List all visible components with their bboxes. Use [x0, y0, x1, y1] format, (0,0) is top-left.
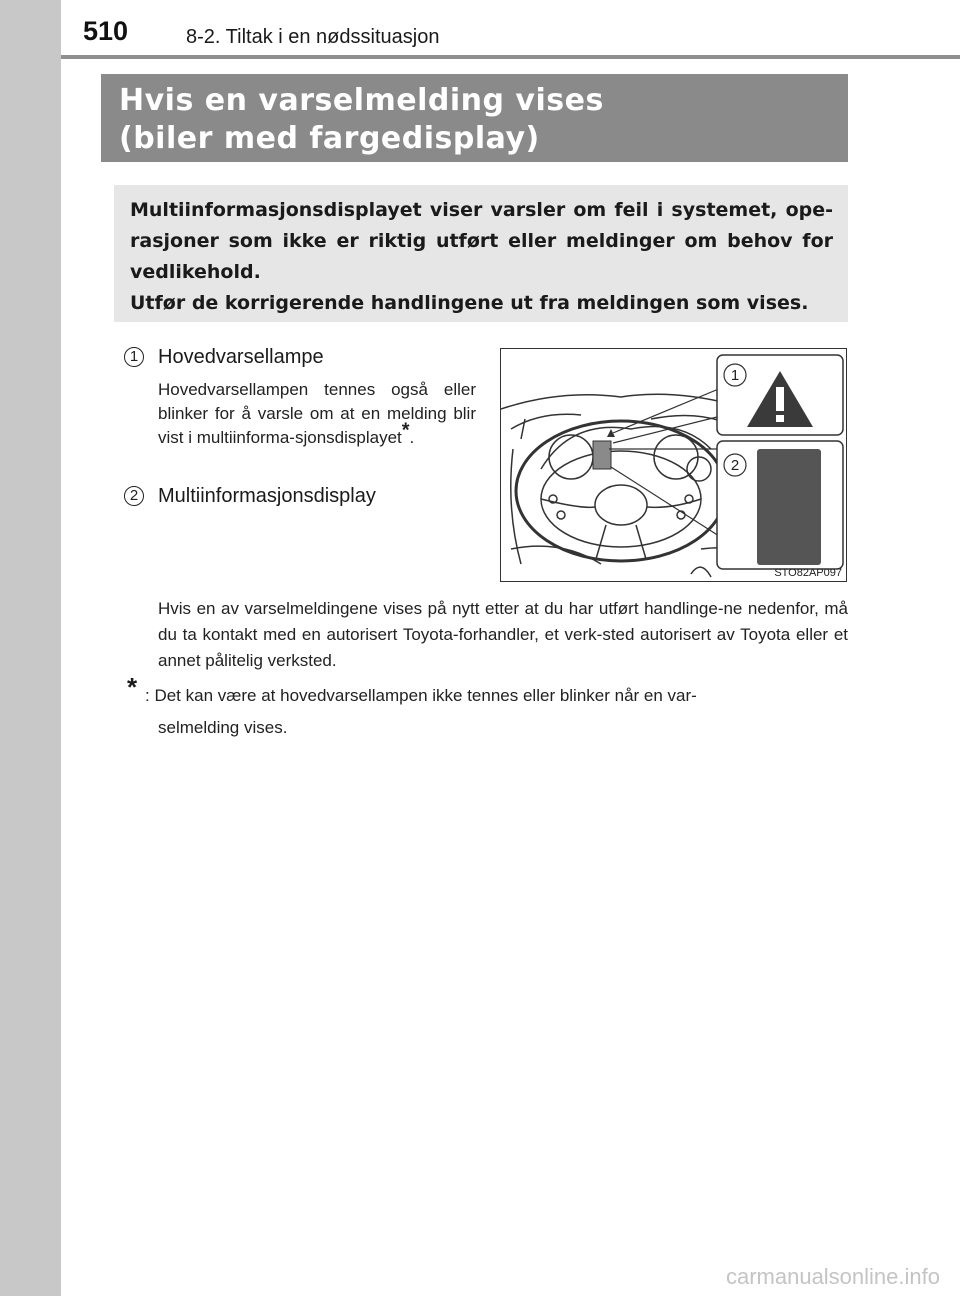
- footnote-line1: : Det kan være at hovedvarsellampen ikke tennes eller blinker når en var-: [145, 686, 697, 705]
- item-1-body-end: .: [409, 428, 415, 447]
- intro-box: [114, 185, 848, 322]
- watermark: carmanualsonline.info: [725, 1264, 940, 1289]
- intro-line2: Utfør de korrigerende handlingene ut fra meldingen som vises.: [130, 292, 809, 314]
- page-number: 510: [83, 16, 129, 46]
- page-title-line2: (biler med fargedisplay): [119, 121, 540, 156]
- title-box: [101, 74, 848, 162]
- dashboard-drawing: [501, 349, 847, 582]
- page-title-line1: Hvis en varselmelding vises: [119, 83, 604, 118]
- figure-code: STO82AP097: [774, 567, 842, 579]
- item-1-number-badge: 1: [124, 347, 144, 367]
- item-1-body-text: Hovedvarsellampen tennes også eller blinker for å varsle om at en melding blir vist i multiinforma-sjonsdisplayet: [158, 380, 476, 447]
- intro-line1: Multiinformasjonsdisplayet viser varsler om feil i systemet, ope-rasjoner som ikke er riktig utført eller meldinger om behov for vedlikehold.: [130, 199, 833, 283]
- footnote-asterisk: *: [127, 672, 138, 702]
- item-1-title: Hovedvarsellampe: [158, 346, 324, 368]
- item-2-title: Multiinformasjonsdisplay: [158, 485, 376, 507]
- item-1-asterisk: *: [401, 419, 410, 442]
- intro-text: [130, 195, 833, 319]
- item-2-number-badge: 2: [124, 486, 144, 506]
- side-strip: [0, 0, 61, 1296]
- page-title: [119, 82, 604, 158]
- section-label: 8-2. Tiltak i en nødssituasjon: [186, 26, 440, 48]
- footnote: [145, 680, 848, 744]
- item-1-body: [158, 378, 476, 450]
- callout-2-label: 2: [730, 457, 740, 474]
- callout-1-label: 1: [730, 367, 740, 384]
- body-paragraph: Hvis en av varselmeldingene vises på nytt etter at du har utført handlinge-ne nedenfor, må du ta kontakt med en autorisert Toyota-forhandler, et verk-sted autorisert av Toyota eller et annet pålitelig verksted.: [158, 599, 848, 670]
- footnote-line2: selmelding vises.: [158, 718, 288, 737]
- dashboard-illustration: [500, 348, 847, 582]
- header-rule: [61, 55, 960, 59]
